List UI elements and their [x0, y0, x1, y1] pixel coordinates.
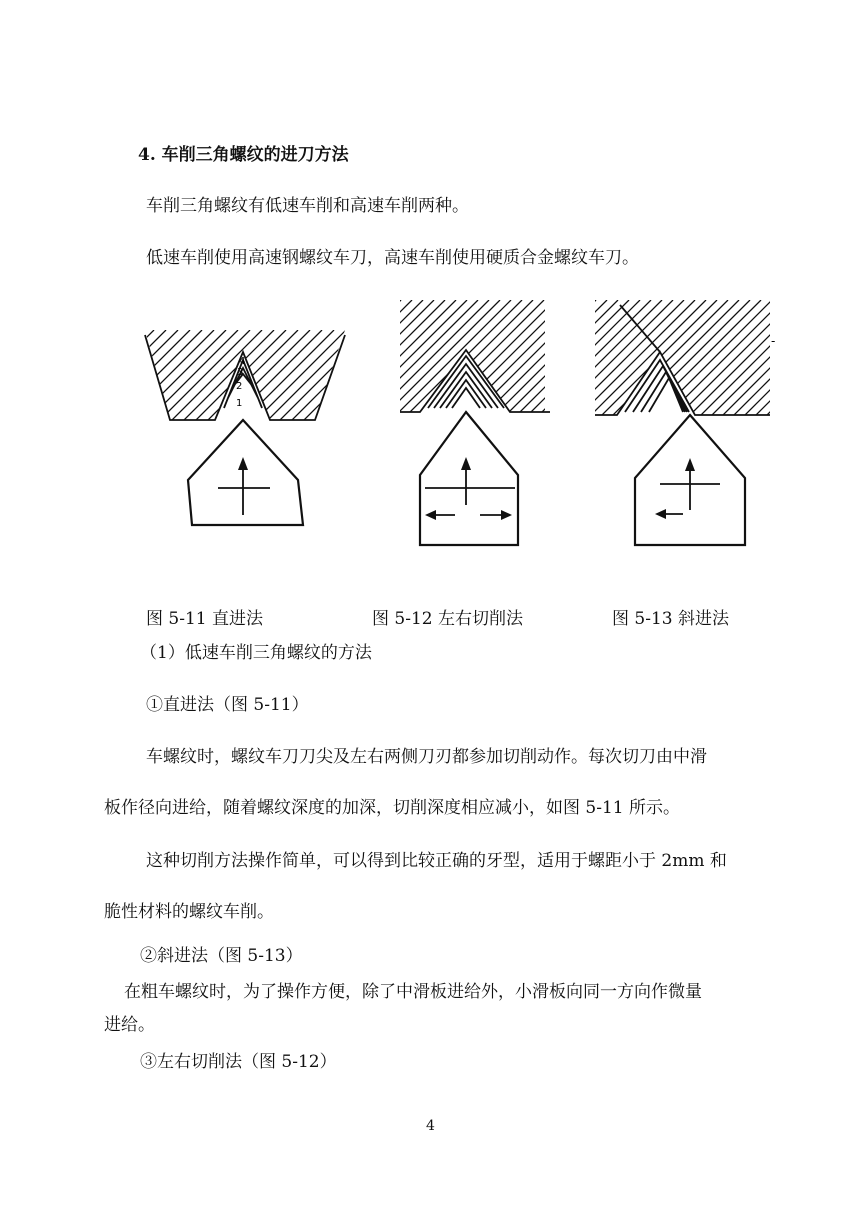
pass-label-4: 4: [239, 356, 246, 367]
caption-fig-5-12: 图 5-12 左右切削法: [372, 609, 523, 629]
cutting-tool: [188, 420, 303, 525]
hatch-line: [403, 300, 533, 430]
hatch-line: [400, 300, 445, 430]
hatch-line: [546, 300, 550, 430]
pass-label-2: 2: [236, 381, 243, 392]
hatch-line: [300, 330, 350, 460]
hatch-line: [140, 330, 154, 460]
paragraph-7: ②斜进法（图 5-13）: [140, 946, 303, 966]
hatch-line: [642, 300, 772, 430]
paragraph-8a: 在粗车螺纹时，为了操作方便，除了中滑板进给外，小滑板向同一方向作微量: [124, 982, 702, 1002]
hatch-line: [140, 330, 214, 460]
hatch-line: [400, 300, 434, 430]
pass-label-3: 3: [237, 367, 244, 378]
hatch-line: [425, 300, 550, 430]
paragraph-1: 车削三角螺纹有低速车削和高速车削两种。: [146, 196, 469, 216]
pass-label-1: 1: [236, 398, 243, 409]
hatch-line: [264, 330, 350, 460]
paragraph-5a: 车螺纹时，螺纹车刀刀尖及左右两侧刀刃都参加切削动作。每次切刀由中滑: [146, 747, 707, 767]
paragraph-2: 低速车削使用高速钢螺纹车刀，高速车削使用硬质合金螺纹车刀。: [146, 248, 639, 268]
workpiece-profile: [400, 350, 550, 412]
stray-mark: -: [771, 334, 775, 348]
workpiece-hatching: [400, 300, 550, 430]
caption-fig-5-13: 图 5-13 斜进法: [612, 609, 729, 629]
paragraph-3: （1）低速车削三角螺纹的方法: [140, 643, 372, 663]
hatch-line: [535, 300, 550, 430]
oblique-feed-line: [620, 305, 660, 352]
hatch-line: [276, 330, 350, 460]
caption-fig-5-11: 图 5-11 直进法: [146, 609, 263, 629]
hatch-line: [524, 300, 550, 430]
page-number: 4: [426, 1118, 435, 1134]
figure-5-13-oblique-infeed-diagram: [595, 300, 775, 550]
paragraph-6b: 脆性材料的螺纹车削。: [104, 902, 274, 922]
hatch-line: [741, 300, 775, 430]
paragraph-6a: 这种切削方法操作简单，可以得到比较正确的牙型，适用于螺距小于 2mm 和: [146, 851, 727, 871]
hatch-line: [609, 300, 739, 430]
hatch-line: [400, 300, 522, 430]
cutting-tool: [420, 412, 518, 545]
paragraph-5b: 板作径向进给，随着螺纹深度的加深，切削深度相应减小，如图 5-11 所示。: [104, 798, 680, 818]
hatch-line: [156, 330, 286, 460]
hatch-line: [324, 330, 350, 460]
hatch-line: [653, 300, 775, 430]
paragraph-8b: 进给。: [104, 1015, 155, 1035]
paragraph-9: ③左右切削法（图 5-12）: [140, 1052, 337, 1072]
hatch-line: [414, 300, 544, 430]
figure-5-11-straight-infeed-diagram: [140, 330, 350, 570]
hatch-line: [348, 330, 350, 460]
hatch-line: [140, 330, 142, 460]
hatch-line: [595, 300, 629, 430]
figure-5-12-left-right-cutting-diagram: [400, 300, 550, 550]
hatch-line: [491, 300, 550, 430]
section-heading: 4. 车削三角螺纹的进刀方法: [138, 145, 349, 165]
hatch-line: [763, 300, 775, 430]
paragraph-4: ①直进法（图 5-11）: [146, 695, 309, 715]
hatch-line: [400, 300, 467, 430]
hatch-line: [774, 300, 775, 430]
